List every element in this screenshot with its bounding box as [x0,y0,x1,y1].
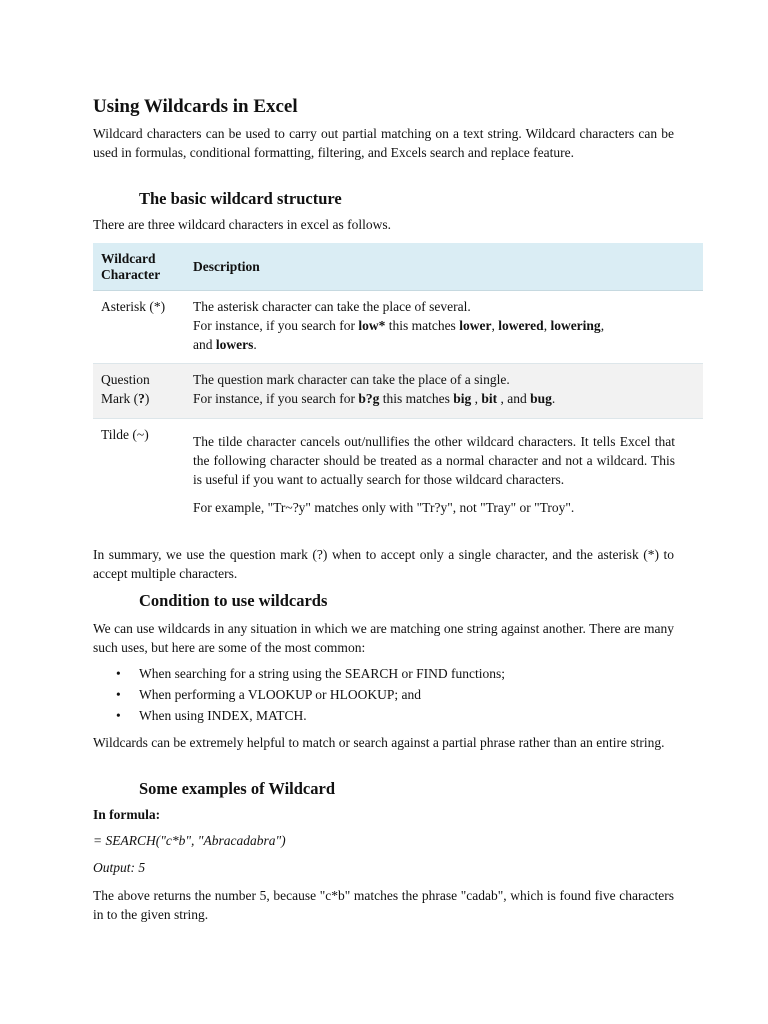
header-cell-description: Description [193,243,703,291]
question-desc-end: . [551,391,556,406]
bullet-point: • [116,666,121,681]
list-item-text: When searching for a string using the SEARCH or FIND functions; [139,666,505,681]
question-match-2: bit [481,391,498,406]
conditions-closing: Wildcards can be extremely helpful to match or search against a partial phrase rather than an entire string. [93,735,665,750]
asterisk-match-3: lowering [550,318,601,333]
section-heading-examples: Some examples of Wildcard [139,779,336,798]
asterisk-desc-prefix: For instance, if you search for [193,318,359,333]
bullet-point: • [116,708,121,723]
question-description-cell [193,364,703,419]
table-row [93,291,703,364]
section-heading-conditions: Condition to use wildcards [139,591,328,610]
page-title: Using Wildcards in Excel [93,96,298,117]
list-item [93,706,674,727]
asterisk-sep-3: , [600,318,605,333]
asterisk-search-term: low* [358,318,386,333]
asterisk-match-2: lowered [498,318,544,333]
list-item [93,664,674,685]
asterisk-sep-2: , [543,318,551,333]
question-name-post: ) [144,391,150,406]
question-name-cell [93,364,193,419]
table-row [93,364,703,419]
conditions-list [93,664,674,727]
tilde-example: For example, "Tr~?y" matches only with "Tr?y", not "Tray" or "Troy". [193,500,575,515]
intro-paragraph: Wildcard characters can be used to carry out partial matching on a text string. Wildcard characters can be used in formulas, conditional formatting, filtering, and Excels search and replace feature. [93,126,674,160]
section-heading-basic-structure: The basic wildcard structure [139,189,342,208]
example-formula: = SEARCH("c*b", "Abracadabra") [93,833,286,848]
question-match-3: bug [530,391,552,406]
conditions-lead: We can use wildcards in any situation in which we are matching one string against another. There are many such uses, but here are some of the most common: [93,621,674,655]
question-name-symbol: ? [138,391,145,406]
examples-label: In formula: [93,807,161,822]
asterisk-desc-line1: The asterisk character can take the place of several. [193,299,471,314]
asterisk-match-1: lower [459,318,492,333]
tilde-desc-paragraph: The tilde character cancels out/nullifies the other wildcard characters. It tells Excel that the following character should be treated as a normal character and not a wildcard. This is useful if you want to actually search for those wildcard characters. [193,434,675,487]
table-lead-text: There are three wildcard characters in excel as follows. [93,217,391,232]
header-character-line1: Wildcard [101,250,156,266]
list-item [93,685,674,706]
table-header-row [93,243,703,291]
question-search-term: b?g [358,391,380,406]
list-item-text: When performing a VLOOKUP or HLOOKUP; and [139,687,421,702]
question-desc-mid: this matches [379,391,454,406]
table-row [93,419,703,543]
list-item-text: When using INDEX, MATCH. [139,708,307,723]
summary-paragraph: In summary, we use the question mark (?) when to accept only a single character, and the asterisk (*) to accept multiple characters. [93,547,674,581]
asterisk-description-cell [193,291,703,364]
tilde-description-cell [193,419,703,543]
bullet-point: • [116,687,121,702]
question-sep-1: , [471,391,482,406]
asterisk-desc-mid: this matches [385,318,460,333]
asterisk-line3-prefix: and [193,337,216,352]
example-output: Output: 5 [93,860,146,875]
header-cell-character [93,243,193,291]
header-character-line2: Character [101,266,161,282]
asterisk-line3-end: . [253,337,257,352]
asterisk-match-4: lowers [215,337,254,352]
question-name-pre: Mark ( [101,391,139,406]
question-match-1: big [453,391,472,406]
tilde-name-cell: Tilde (~) [101,427,149,442]
question-desc-line1: The question mark character can take the place of a single. [193,372,510,387]
question-name-line1: Question [101,372,150,387]
asterisk-sep-1: , [491,318,499,333]
question-desc-prefix: For instance, if you search for [193,391,359,406]
example-explanation: The above returns the number 5, because "c*b" matches the phrase "cadab", which is found five characters in to the given string. [93,888,674,922]
wildcard-table [93,243,703,543]
asterisk-name-cell: Asterisk (*) [93,291,193,364]
question-sep-2: , and [497,391,531,406]
